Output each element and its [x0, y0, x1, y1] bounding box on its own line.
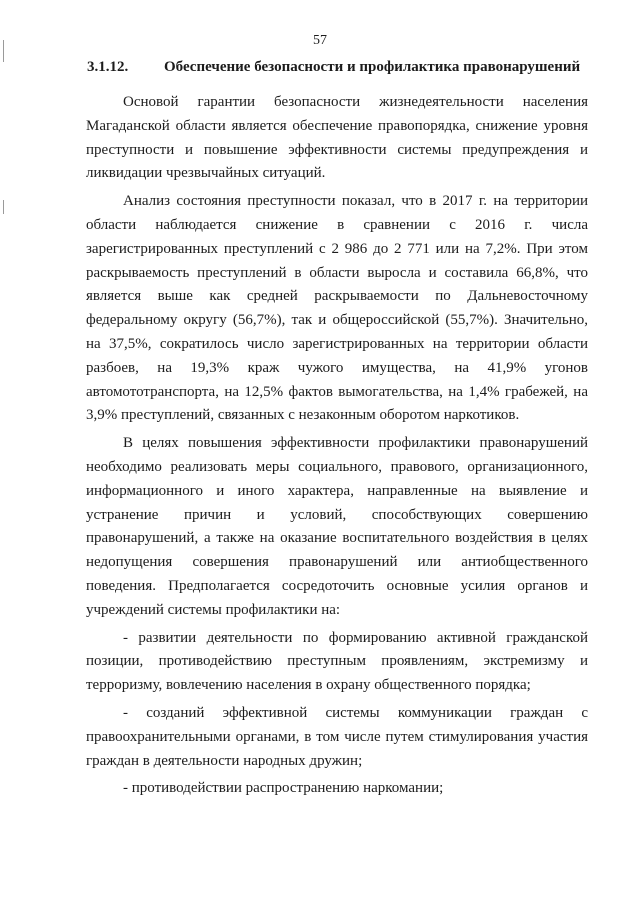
section-title: Обеспечение безопасности и профилактика правонарушений [164, 59, 581, 75]
scan-edge-mark [3, 200, 4, 214]
list-item: - созданий эффективной системы коммуникации граждан с правоохранительными органами, в том числе путем стимулирования участия граждан в деятельности народных дружин; [86, 704, 588, 769]
paragraph: В целях повышения эффективности профилактики правонарушений необходимо реализовать меры социального, правового, организационного, информационного и иного характера, направленные на выявление и устранение причин и условий, способствующих совершению правонарушений, а также на оказание воспитательного воздействия в целях недопущения совершения правонарушений или антиобщественного поведения. Предполагается сосредоточить основные усилия органов и учреждений системы профилактики на: [86, 435, 588, 618]
list-item: - развитии деятельности по формированию активной гражданской позиции, противодействию преступным проявлениям, экстремизму и терроризму, вовлечению населения в охрану общественного порядка; [86, 629, 588, 694]
document-body [86, 91, 588, 801]
page-number: 57 [313, 33, 327, 48]
section-number: 3.1.12. [87, 59, 129, 75]
list-item: - противодействии распространению наркомании; [123, 780, 444, 797]
section-heading [87, 59, 587, 76]
paragraph: Основой гарантии безопасности жизнедеятельности населения Магаданской области является обеспечение правопорядка, снижение уровня преступности и повышение эффективности системы предупреждения и ликвидации чрезвычайных ситуаций. [86, 94, 588, 182]
paragraph: Анализ состояния преступности показал, что в 2017 г. на территории области наблюдается снижение в сравнении с 2016 г. числа зарегистрированных преступлений с 2 986 до 2 771 или на 7,2%. При этом раскрываемость преступлений в области выросла и составила 66,8%, что является выше как средней раскрываемости по Дальневосточному федеральному округу (56,7%), так и общероссийской (55,7%). Значительно, на 37,5%, сократилось число зарегистрированных на территории области разбоев, на 19,3% краж чужого имущества, на 41,9% угонов автомототранспорта, на 12,5% фактов вымогательства, на 1,4% грабежей, на 3,9% преступлений, связанных с незаконным оборотом наркотиков. [86, 193, 588, 424]
